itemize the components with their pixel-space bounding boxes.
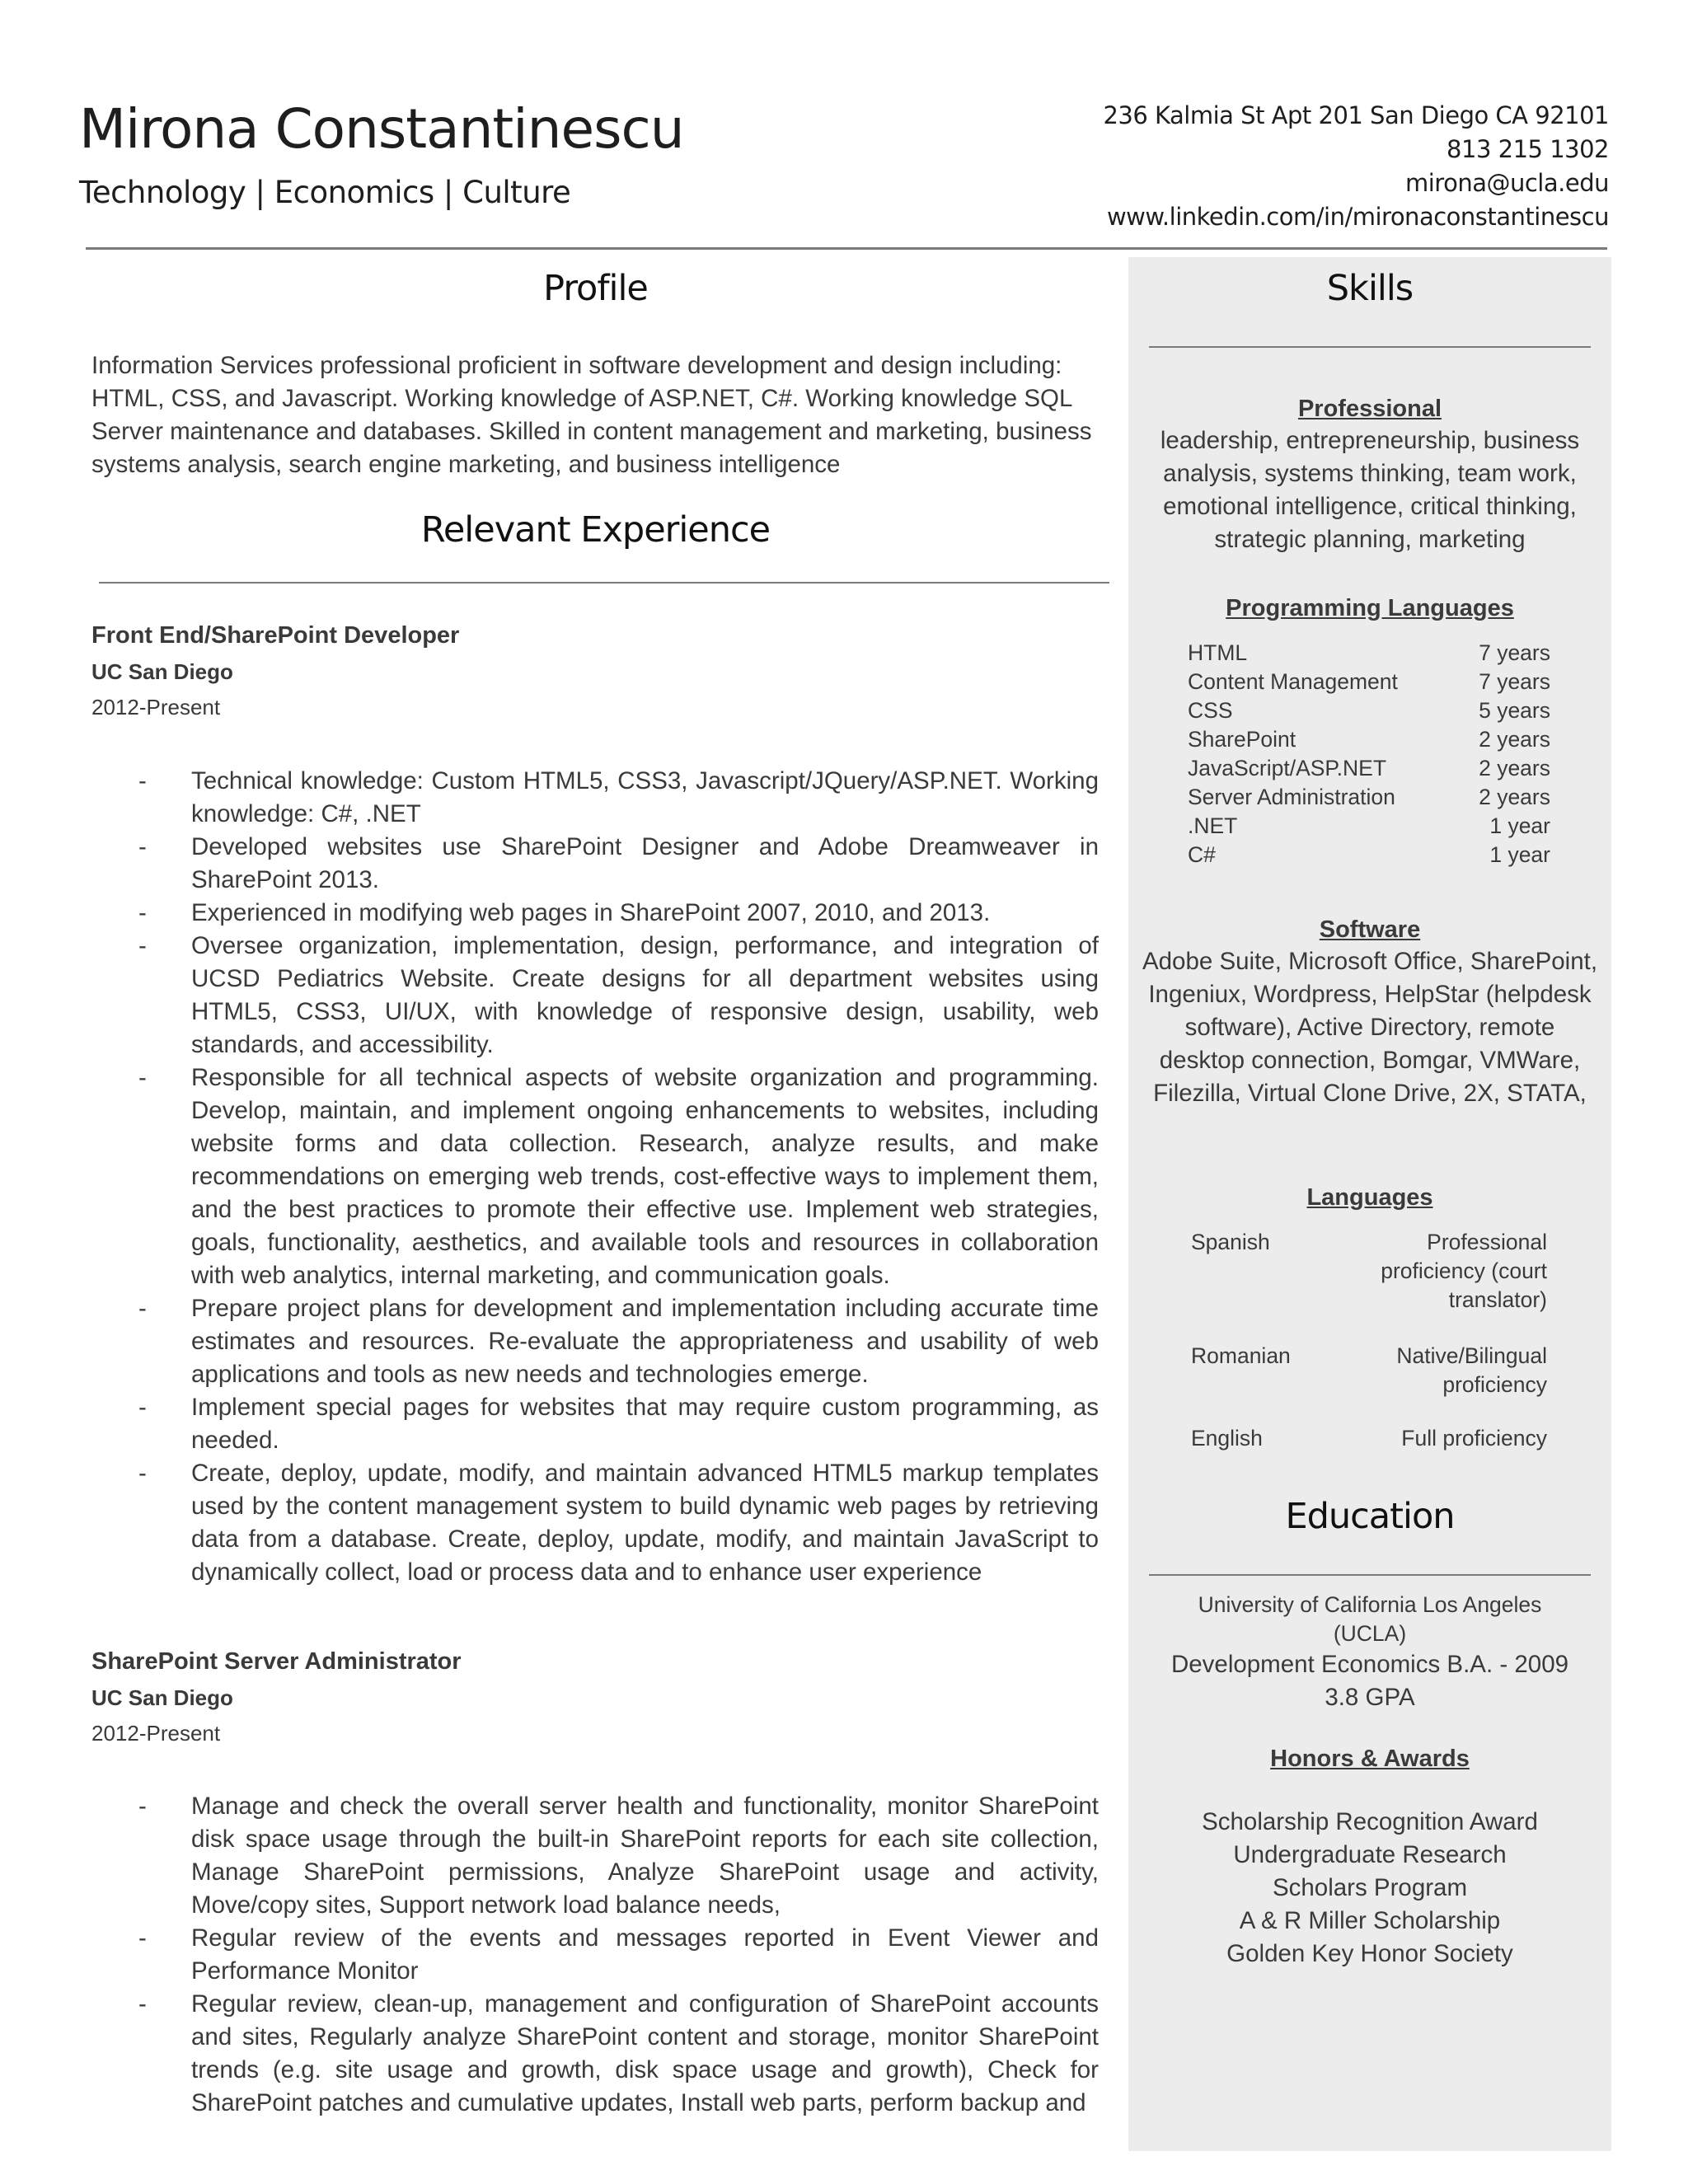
skills-heading: Skills (1326, 268, 1414, 309)
experience-divider (99, 582, 1109, 583)
job-organization: UC San Diego (91, 659, 233, 684)
languages-heading-block (1128, 1184, 1611, 1212)
honor-item: Undergraduate Research Scholars Program (1233, 1841, 1507, 1901)
job-dates: 2012-Present (91, 1721, 221, 1746)
experience-heading: Relevant Experience (420, 509, 771, 551)
list-item: Spanish Professional proficiency (court translator) (1191, 1230, 1547, 1312)
list-item: Content Management 7 years (1188, 669, 1550, 694)
job-bullet: - Create, deploy, update, modify, and maintain advanced HTML5 markup templates used by the content management system to build dynamic web pages by retrieving data from a database. Create, deploy, update, modify, and maintain JavaScript to dynamically collect, load or process data and to enhance user experience (138, 1460, 1099, 1586)
profile-summary: Information Services professional proficient in software development and design including: HTML, CSS, and Javascript. Working knowledge of ASP.NET, C#. Working knowledge SQL Server maintenance and databases. Skilled in content management and marketing, business systems analysis, search engine marketing, and business intelligence (91, 352, 1092, 478)
programming-languages-table (1188, 639, 1550, 869)
job-title: SharePoint Server Administrator (91, 1648, 462, 1675)
job-bullet: - Oversee organization, implementation, design, performance, and integration of UCSD Pediatrics Website. Create designs for all department websites using HTML5, CSS3, UI/UX, with knowledge of responsive design, usability, web standards, and accessibility. (138, 932, 1099, 1058)
job-bullet: - Technical knowledge: Custom HTML5, CSS3, Javascript/JQuery/ASP.NET. Working knowledge: C#, .NET (138, 767, 1099, 827)
list-item: SharePoint 2 years (1188, 727, 1550, 752)
job-bullet: - Regular review, clean-up, management and configuration of SharePoint accounts and sites, Regularly analyze SharePoint content and storage, monitor SharePoint trends (e.g. site usage and growth, disk space usage and growth), Check for SharePoint patches and cumulative updates, Install web parts, perform backup and (138, 1990, 1099, 2116)
education-section (1128, 1591, 1611, 1714)
languages-table (1191, 1228, 1547, 1453)
honor-item: Golden Key Honor Society (1226, 1940, 1513, 1967)
contact-block (1103, 99, 1609, 234)
contact-email[interactable]: mirona@ucla.edu (1405, 169, 1609, 197)
contact-linkedin[interactable]: www.linkedin.com/in/mironaconstantinescu (1106, 203, 1609, 231)
list-item: Server Administration 2 years (1188, 785, 1550, 809)
honors-section (1128, 1746, 1611, 1971)
education-divider (1149, 1574, 1591, 1576)
professional-skills-heading: Professional (1297, 396, 1442, 422)
job-organization: UC San Diego (91, 1685, 233, 1710)
job-bullet: - Prepare project plans for development and implementation including accurate time estimates and resources. Re-evaluate the appropriateness and usability of web applications and tools as new needs and technologies emerge. (138, 1295, 1099, 1388)
programming-languages-heading-block (1128, 595, 1611, 622)
list-item: .NET 1 year (1188, 813, 1550, 838)
education-heading: Education (1285, 1496, 1455, 1537)
job-bullet-list (138, 765, 1099, 1589)
candidate-tagline: Technology | Economics | Culture (79, 175, 571, 210)
programming-languages-heading: Programming Languages (1226, 595, 1514, 621)
list-item: English Full proficiency (1191, 1426, 1547, 1451)
job-title: Front End/SharePoint Developer (91, 622, 460, 649)
list-item: Romanian Native/Bilingual proficiency (1191, 1343, 1547, 1397)
contact-address: 236 Kalmia St Apt 201 San Diego CA 92101 (1103, 101, 1609, 129)
professional-skills-text: leadership, entrepreneurship, business analysis, systems thinking, team work, emotional intelligence, critical thinking, strategic planning, marketing (1160, 427, 1580, 553)
skills-divider (1149, 346, 1591, 348)
list-item: CSS 5 years (1188, 698, 1550, 723)
job-bullet: - Responsible for all technical aspects of website organization and programming. Develop, maintain, and implement ongoing enhancements to websites, including website forms and data collection. Research, analyze results, and make recommendations on emerging web trends, cost-effective ways to implement them, and the best practices to promote their effective use. Implement web strategies, goals, functionality, aesthetics, and available tools and resources in collaboration with web analytics, internal marketing, and communication goals. (138, 1064, 1099, 1289)
professional-skills-section (1128, 396, 1611, 556)
header-divider (86, 247, 1607, 250)
honor-item: A & R Miller Scholarship (1239, 1907, 1501, 1934)
list-item: HTML 7 years (1188, 640, 1550, 665)
job-dates: 2012-Present (91, 695, 221, 719)
list-item: JavaScript/ASP.NET 2 years (1188, 756, 1550, 780)
candidate-name: Mirona Constantinescu (79, 97, 684, 161)
job-bullet: - Manage and check the overall server health and functionality, monitor SharePoint disk space usage through the built-in SharePoint reports for each site collection, Manage SharePoint permissions, Analyze SharePoint usage and activity, Move/copy sites, Support network load balance needs, (138, 1793, 1099, 1919)
contact-phone: 813 215 1302 (1447, 135, 1609, 163)
gpa: 3.8 GPA (1325, 1684, 1415, 1711)
software-heading: Software (1319, 916, 1421, 943)
honors-heading: Honors & Awards (1270, 1746, 1470, 1772)
job-bullet: - Regular review of the events and messages reported in Event Viewer and Performance Monitor (138, 1924, 1099, 1985)
school-name: University of California Los Angeles (UCLA) (1198, 1592, 1542, 1646)
degree: Development Economics B.A. - 2009 (1170, 1651, 1569, 1678)
honor-item: Scholarship Recognition Award (1202, 1808, 1538, 1835)
software-section (1128, 916, 1611, 1110)
list-item: C# 1 year (1188, 842, 1550, 867)
job-bullet: - Developed websites use SharePoint Designer and Adobe Dreamweaver in SharePoint 2013. (138, 833, 1099, 893)
job-bullet: - Experienced in modifying web pages in SharePoint 2007, 2010, and 2013. (138, 899, 991, 926)
job-bullet-list (138, 1790, 1099, 2120)
software-text: Adobe Suite, Microsoft Office, SharePoint, Ingeniux, Wordpress, HelpStar (helpdesk software), Active Directory, remote desktop connection, Bomgar, VMWare, Filezilla, Virtual Clone Drive, 2X, STATA, (1142, 948, 1598, 1107)
languages-heading: Languages (1306, 1184, 1433, 1211)
job-bullet: - Implement special pages for websites that may require custom programming, as needed. (138, 1394, 1099, 1454)
profile-heading: Profile (543, 268, 648, 309)
